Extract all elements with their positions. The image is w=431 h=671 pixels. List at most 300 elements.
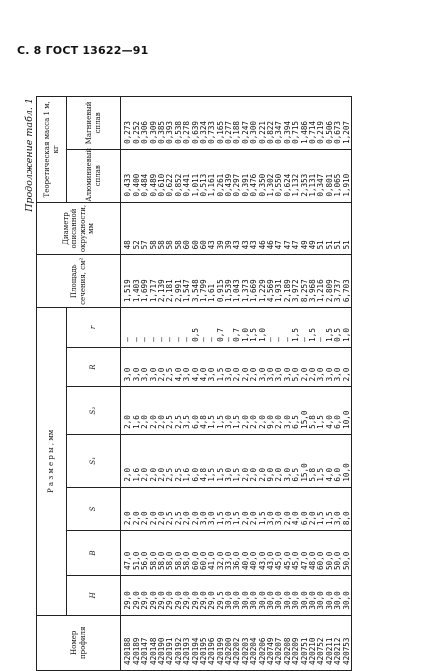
table-cell-diam: 49 — [300, 202, 308, 255]
table-cell-diam: 58 — [158, 202, 166, 255]
table-cell-s1: 1,5 — [208, 434, 216, 487]
table-cell-alu: 1,131 — [309, 149, 317, 202]
table-row — [334, 97, 342, 671]
col-header-s1: S₁ — [67, 434, 121, 487]
table-cell-s1: 2,0 — [250, 434, 258, 487]
table-cell-area: 2,809 — [325, 255, 333, 308]
col-header-s: S — [67, 487, 121, 531]
table-cell-s2: 3,0 — [283, 387, 291, 434]
table-cell-r: — — [121, 308, 133, 348]
table-cell-b: 47,0 — [121, 531, 133, 576]
table-cell-mg: 0,733 — [208, 97, 216, 150]
col-header-aluminium: Алюминиевый сплав — [67, 149, 121, 202]
table-cell-s2: 4,0 — [325, 387, 333, 434]
table-cell-r: 3,0 — [258, 347, 266, 387]
table-cell-diam: 60 — [183, 202, 191, 255]
table-cell-s1: 4,8 — [200, 434, 208, 487]
col-header-b: B — [67, 531, 121, 576]
table-cell-b: 50,0 — [342, 531, 351, 576]
table-cell-alu: 0,391 — [241, 149, 249, 202]
table-cell-r: 4,0 — [174, 347, 182, 387]
table-cell-s1: 2,0 — [121, 434, 133, 487]
table-cell-b: 45,0 — [283, 531, 291, 576]
table-cell-mg: 0,300 — [250, 97, 258, 150]
table-cell-mg: 0,673 — [334, 97, 342, 150]
table-cell-s2: 3,5 — [183, 387, 191, 434]
table-cell-profile: 420200 — [225, 615, 233, 670]
table-cell-mg: 0,309 — [149, 97, 157, 150]
table-cell-diam: 58 — [166, 202, 174, 255]
table-cell-s2: 1,5 — [216, 387, 224, 434]
table-cell-s: 1,5 — [325, 487, 333, 531]
table-cell-profile: 420147 — [141, 615, 149, 670]
table-cell-area: 2,991 — [174, 255, 182, 308]
table-cell-area: 3,972 — [292, 255, 300, 308]
table-cell-profile: 420207 — [275, 615, 283, 670]
table-cell-mg: 0,219 — [317, 97, 325, 150]
table-row — [250, 97, 258, 671]
table-cell-s2: 3,0 — [225, 387, 233, 434]
table-cell-r: 2,5 — [166, 347, 174, 387]
table-cell-profile: 420195 — [200, 615, 208, 670]
table-cell-s1: 3,0 — [225, 434, 233, 487]
table-row — [292, 97, 300, 671]
table-cell-r: — — [132, 308, 140, 348]
table-cell-alu: 0,400 — [132, 149, 140, 202]
table-cell-area: 1,699 — [141, 255, 149, 308]
col-header-mass: Теоретическая масса 1 м, кг — [37, 97, 67, 203]
table-cell-area: 1,373 — [241, 255, 249, 308]
table-cell-alu: 2,353 — [300, 149, 308, 202]
table-cell-s1: 15,0 — [300, 434, 308, 487]
table-cell-r: 3,0 — [283, 347, 291, 387]
table-cell-b: 45,0 — [292, 531, 300, 576]
table-cell-diam: 60 — [191, 202, 199, 255]
table-cell-mg: 0,165 — [216, 97, 224, 150]
table-cell-b: 43,0 — [258, 531, 266, 576]
table-cell-profile: 420148 — [149, 615, 157, 670]
table-cell-s: 2,0 — [283, 487, 291, 531]
table-cell-s2: 5,8 — [309, 387, 317, 434]
col-header-s2: S₂ — [67, 387, 121, 434]
table-cell-b: 58,0 — [174, 531, 182, 576]
table-cell-alu: 1,011 — [191, 149, 199, 202]
table-cell-s1: 2,5 — [166, 434, 174, 487]
table-cell-alu: 0,433 — [121, 149, 133, 202]
table-cell-h: 29,0 — [132, 576, 140, 616]
table-cell-area: 1,229 — [258, 255, 266, 308]
table-cell-r: 5,0 — [292, 347, 300, 387]
table-cell-diam: 47 — [292, 202, 300, 255]
table-cell-area: 2,139 — [158, 255, 166, 308]
table-cell-diam: 51 — [342, 202, 351, 255]
table-cell-s: 2,0 — [191, 487, 199, 531]
table-cell-diam: 47 — [275, 202, 283, 255]
table-cell-profile: 420206 — [258, 615, 266, 670]
table-cell-h: 29,0 — [149, 576, 157, 616]
table-cell-profile: 420753 — [342, 615, 351, 670]
table-cell-profile: 420202 — [233, 615, 241, 670]
table-cell-r: — — [208, 308, 216, 348]
table-cell-h: 29,0 — [121, 576, 133, 616]
table-cell-area: 1,539 — [225, 255, 233, 308]
table-cell-alu: 1,910 — [342, 149, 351, 202]
table-cell-r: — — [317, 308, 325, 348]
dimensions-table — [36, 96, 396, 671]
table-cell-diam: 51 — [325, 202, 333, 255]
table-cell-b: 41,0 — [208, 531, 216, 576]
table-cell-b: 58,0 — [166, 531, 174, 576]
table-cell-r: — — [141, 308, 149, 348]
table-cell-s: 1,5 — [233, 487, 241, 531]
table-cell-alu: 1,065 — [334, 149, 342, 202]
table-cell-b: 58,0 — [183, 531, 191, 576]
table-cell-s1: 2,0 — [275, 434, 283, 487]
table-cell-profile: 420212 — [334, 615, 342, 670]
table-cell-h: 30,0 — [283, 576, 291, 616]
table-cell-area: 1,799 — [200, 255, 208, 308]
table-cell-s1: 4,0 — [325, 434, 333, 487]
table-cell-h: 29,0 — [174, 576, 182, 616]
table-cell-mg: 0,221 — [258, 97, 266, 150]
table-cell-diam: 58 — [174, 202, 182, 255]
table-cell-diam: 43 — [250, 202, 258, 255]
table-cell-diam: 60 — [200, 202, 208, 255]
table-cell-s2: 4,8 — [200, 387, 208, 434]
table-cell-s: 2,0 — [141, 487, 149, 531]
table-cell-profile: 420203 — [241, 615, 249, 670]
table-cell-area: 1,403 — [132, 255, 140, 308]
table-cell-area: 1,519 — [121, 255, 133, 308]
table-cell-profile: 420204 — [250, 615, 258, 670]
table-body — [121, 97, 352, 671]
table-cell-r: — — [149, 308, 157, 348]
table-cell-profile: 420749 — [267, 615, 275, 670]
table-cell-s2: 6,0 — [334, 387, 342, 434]
table-cell-alu: 0,513 — [200, 149, 208, 202]
table-cell-h: 30,0 — [342, 576, 351, 616]
table-cell-mg: 0,714 — [309, 97, 317, 150]
table-cell-mg: 0,822 — [267, 97, 275, 150]
table-cell-r: 1,5 — [309, 308, 317, 348]
table-cell-s1: 6,5 — [292, 434, 300, 487]
table-cell-diam: 49 — [309, 202, 317, 255]
table-cell-alu: 0,439 — [225, 149, 233, 202]
rotated-table-area — [24, 96, 396, 671]
table-cell-s2: 2,0 — [250, 387, 258, 434]
table-cell-diam: 48 — [121, 202, 133, 255]
table-cell-alu: 0,550 — [275, 149, 283, 202]
table-cell-h: 30,0 — [325, 576, 333, 616]
table-cell-area: 1,043 — [233, 255, 241, 308]
table-cell-alu: 0,347 — [317, 149, 325, 202]
table-cell-r: — — [300, 308, 308, 348]
col-header-h: H — [67, 576, 121, 616]
table-cell-profile: 420208 — [283, 615, 291, 670]
table-cell-s: 2,0 — [158, 487, 166, 531]
table-cell-mg: 0,394 — [283, 97, 291, 150]
table-cell-alu: 0,261 — [216, 149, 224, 202]
table-cell-profile: 420191 — [166, 615, 174, 670]
table-cell-s1: 2,0 — [141, 434, 149, 487]
table-cell-r: 0,7 — [233, 308, 241, 348]
table-cell-b: 43,0 — [267, 531, 275, 576]
table-cell-r: 4,0 — [200, 347, 208, 387]
table-cell-s2: 2,0 — [275, 387, 283, 434]
table-cell-mg: 0,278 — [183, 97, 191, 150]
col-header-magnesium: Магниевый сплав — [67, 97, 121, 150]
table-cell-s: 2,0 — [309, 487, 317, 531]
table-cell-mg: 0,252 — [132, 97, 140, 150]
table-cell-s1: 9,0 — [267, 434, 275, 487]
table-cell-area: 0,915 — [216, 255, 224, 308]
table-cell-diam: 51 — [317, 202, 325, 255]
table-cell-s2: 1,6 — [132, 387, 140, 434]
table-cell-r: 0,7 — [216, 308, 224, 348]
table-cell-b: 33,0 — [225, 531, 233, 576]
table-cell-r: 2,0 — [250, 347, 258, 387]
table-cell-r: — — [166, 308, 174, 348]
table-cell-s2: 1,5 — [208, 387, 216, 434]
table-cell-r: 3,0 — [208, 347, 216, 387]
table-cell-h: 30,0 — [258, 576, 266, 616]
table-cell-profile: 420190 — [158, 615, 166, 670]
table-cell-mg: 1,207 — [342, 97, 351, 150]
table-cell-alu: 1,161 — [208, 149, 216, 202]
table-cell-area: 2,189 — [283, 255, 291, 308]
table-cell-s: 3,0 — [208, 487, 216, 531]
table-cell-r: 4,0 — [191, 347, 199, 387]
table-cell-h: 29,0 — [183, 576, 191, 616]
table-cell-s1: 6,0 — [191, 434, 199, 487]
table-cell-s: 2,0 — [241, 487, 249, 531]
table-cell-s: 1,5 — [258, 487, 266, 531]
table-cell-r: 2,0 — [158, 347, 166, 387]
table-cell-r: 1,0 — [241, 308, 249, 348]
table-cell-s1: 2,0 — [149, 434, 157, 487]
table-cell-h: 30,0 — [275, 576, 283, 616]
continuation-note: Продолжение табл. 1 — [24, 98, 35, 212]
table-cell-b: 47,0 — [300, 531, 308, 576]
table-cell-r: — — [158, 308, 166, 348]
table-row — [183, 97, 191, 671]
table-cell-alu: 0,624 — [283, 149, 291, 202]
table-cell-h: 30,0 — [300, 576, 308, 616]
table-cell-profile: 420751 — [300, 615, 308, 670]
table-cell-r: — — [283, 308, 291, 348]
table-cell-s1: 1,5 — [216, 434, 224, 487]
table-cell-b: 40,0 — [250, 531, 258, 576]
table-cell-s2: 2,0 — [258, 387, 266, 434]
table-cell-area: 8,257 — [300, 255, 308, 308]
table-cell-profile: 420210 — [309, 615, 317, 670]
table-cell-mg: 0,306 — [141, 97, 149, 150]
table-row — [342, 97, 351, 671]
table-cell-r: 3,0 — [141, 347, 149, 387]
table-cell-h: 30,0 — [334, 576, 342, 616]
col-header-area: Площадь сечения, см² — [37, 255, 121, 308]
table-cell-b: 56,0 — [141, 531, 149, 576]
table-cell-area: 1,547 — [183, 255, 191, 308]
table-cell-r: 3,0 — [121, 347, 133, 387]
table-cell-b: 36,0 — [233, 531, 241, 576]
table-cell-r: 3,0 — [183, 347, 191, 387]
table-cell-s: 6,0 — [300, 487, 308, 531]
table-cell-s2: 15,0 — [300, 387, 308, 434]
table-cell-b: 32,0 — [216, 531, 224, 576]
table-cell-h: 30,0 — [267, 576, 275, 616]
table-cell-s2: 6,0 — [191, 387, 199, 434]
table-cell-alu: 1,132 — [292, 149, 300, 202]
table-cell-r: — — [183, 308, 191, 348]
table-cell-mg: 0,538 — [174, 97, 182, 150]
table-cell-h: 29,0 — [191, 576, 199, 616]
table-cell-s: 3,0 — [275, 487, 283, 531]
table-cell-s1: 1,6 — [183, 434, 191, 487]
table-cell-mg: 0,393 — [166, 97, 174, 150]
table-cell-s: 2,5 — [166, 487, 174, 531]
table-cell-area: 1,717 — [149, 255, 157, 308]
table-cell-r: 2,0 — [241, 347, 249, 387]
table-cell-diam: 52 — [132, 202, 140, 255]
table-cell-r: 1,5 — [325, 308, 333, 348]
table-cell-s1: 5,8 — [309, 434, 317, 487]
table-cell-s2: 6,5 — [292, 387, 300, 434]
table-cell-s2: 2,0 — [241, 387, 249, 434]
table-cell-s: 2,0 — [149, 487, 157, 531]
table-cell-s: 3,0 — [225, 487, 233, 531]
table-cell-r: 3,0 — [225, 347, 233, 387]
table-cell-profile: 420192 — [174, 615, 182, 670]
table-cell-r: — — [267, 308, 275, 348]
table-cell-r: 3,0 — [132, 347, 140, 387]
table-cell-mg: 1,486 — [300, 97, 308, 150]
table-cell-s: 4,0 — [292, 487, 300, 531]
table-cell-r: 3,0 — [325, 347, 333, 387]
table-cell-area: 2,181 — [166, 255, 174, 308]
col-header-r-small: r — [67, 308, 121, 348]
table-cell-area: 1,216 — [317, 255, 325, 308]
table-row — [141, 97, 149, 671]
table-cell-s2: 2,5 — [174, 387, 182, 434]
table-cell-s: 2,0 — [250, 487, 258, 531]
table-cell-diam: 43 — [241, 202, 249, 255]
table-cell-s1: 3,0 — [283, 434, 291, 487]
table-cell-s1: 6,0 — [334, 434, 342, 487]
table-cell-alu: 0,350 — [258, 149, 266, 202]
table-cell-alu: 1,302 — [267, 149, 275, 202]
table-cell-s2: 9,0 — [267, 387, 275, 434]
table-cell-area: 3,737 — [334, 255, 342, 308]
table-cell-alu: 0,622 — [166, 149, 174, 202]
table-cell-r: 1,5 — [250, 308, 258, 348]
table-cell-h: 30,0 — [292, 576, 300, 616]
table-row — [121, 97, 133, 671]
page-header: С. 8 ГОСТ 13622—91 — [17, 44, 149, 57]
table-cell-mg: 0,273 — [121, 97, 133, 150]
table-cell-h: 29,5 — [216, 576, 224, 616]
header-row-bottom — [67, 97, 121, 671]
table-cell-h: 30,0 — [317, 576, 325, 616]
table-cell-b: 58,0 — [149, 531, 157, 576]
table-cell-s1: 1,5 — [233, 434, 241, 487]
table-cell-b: 58,0 — [158, 531, 166, 576]
table-cell-h: 29,0 — [141, 576, 149, 616]
table-cell-s: 3,0 — [267, 487, 275, 531]
table-cell-area: 1,931 — [275, 255, 283, 308]
table-cell-r: 2,0 — [309, 347, 317, 387]
table-cell-s1: 10,0 — [342, 434, 351, 487]
table-cell-r: 1,0 — [258, 308, 266, 348]
table-cell-profile: 420752 — [317, 615, 325, 670]
table-cell-profile: 420188 — [121, 615, 133, 670]
table-cell-r: 3,0 — [317, 347, 325, 387]
col-header-dimensions: Р а з м е р ы , мм — [37, 308, 67, 615]
table-cell-h: 30,0 — [233, 576, 241, 616]
table-cell-alu: 0,852 — [174, 149, 182, 202]
table-cell-alu: 0,476 — [250, 149, 258, 202]
table-cell-alu: 0,801 — [325, 149, 333, 202]
table-cell-s1: 2,0 — [258, 434, 266, 487]
table-cell-alu: 0,610 — [158, 149, 166, 202]
table-cell-b: 50,0 — [325, 531, 333, 576]
table-cell-h: 30,0 — [241, 576, 249, 616]
table-cell-s2: 10,0 — [342, 387, 351, 434]
table-cell-r: 2,0 — [233, 347, 241, 387]
table-cell-s: 2,0 — [132, 487, 140, 531]
table-cell-r: 0,5 — [191, 308, 199, 348]
table-cell-mg: 0,188 — [233, 97, 241, 150]
table-cell-r: 0,5 — [334, 308, 342, 348]
table-cell-s2: 2,0 — [141, 387, 149, 434]
table-cell-mg: 0,347 — [275, 97, 283, 150]
table-cell-profile: 420196 — [208, 615, 216, 670]
table-cell-profile: 420211 — [325, 615, 333, 670]
col-header-profile: Номер профиля — [37, 615, 121, 670]
table-cell-h: 30,0 — [309, 576, 317, 616]
table-cell-alu: 0,297 — [233, 149, 241, 202]
table-cell-s1: 2,0 — [241, 434, 249, 487]
table-cell-mg: 0,324 — [200, 97, 208, 150]
table-cell-area: 1,61 — [208, 255, 216, 308]
table-cell-mg: 0,385 — [158, 97, 166, 150]
table-cell-s2: 1,5 — [233, 387, 241, 434]
table-cell-s1: 2,5 — [174, 434, 182, 487]
table-cell-h: 29,0 — [158, 576, 166, 616]
table-cell-b: 60,0 — [200, 531, 208, 576]
table-cell-r: 3,0 — [334, 347, 342, 387]
table-cell-r: — — [200, 308, 208, 348]
table-cell-b: 51,0 — [132, 531, 140, 576]
table-cell-b: 50,0 — [334, 531, 342, 576]
table-cell-s1: 1,5 — [317, 434, 325, 487]
table-cell-area: 4,569 — [267, 255, 275, 308]
table-cell-s1: 1,6 — [132, 434, 140, 487]
table-cell-profile: 420193 — [183, 615, 191, 670]
table-cell-h: 30,0 — [250, 576, 258, 616]
table-cell-mg: 0,506 — [325, 97, 333, 150]
table-cell-area: 1,669 — [250, 255, 258, 308]
table-cell-profile: 420199 — [216, 615, 224, 670]
table-cell-r: 3,0 — [275, 347, 283, 387]
table-cell-b: 60,0 — [317, 531, 325, 576]
table-cell-s1: 2,0 — [158, 434, 166, 487]
table-cell-r: 1,5 — [292, 308, 300, 348]
table-cell-s: 8,0 — [342, 487, 351, 531]
table-cell-alu: 0,484 — [141, 149, 149, 202]
table-cell-area: 3,548 — [191, 255, 199, 308]
table-cell-area: 3,968 — [309, 255, 317, 308]
